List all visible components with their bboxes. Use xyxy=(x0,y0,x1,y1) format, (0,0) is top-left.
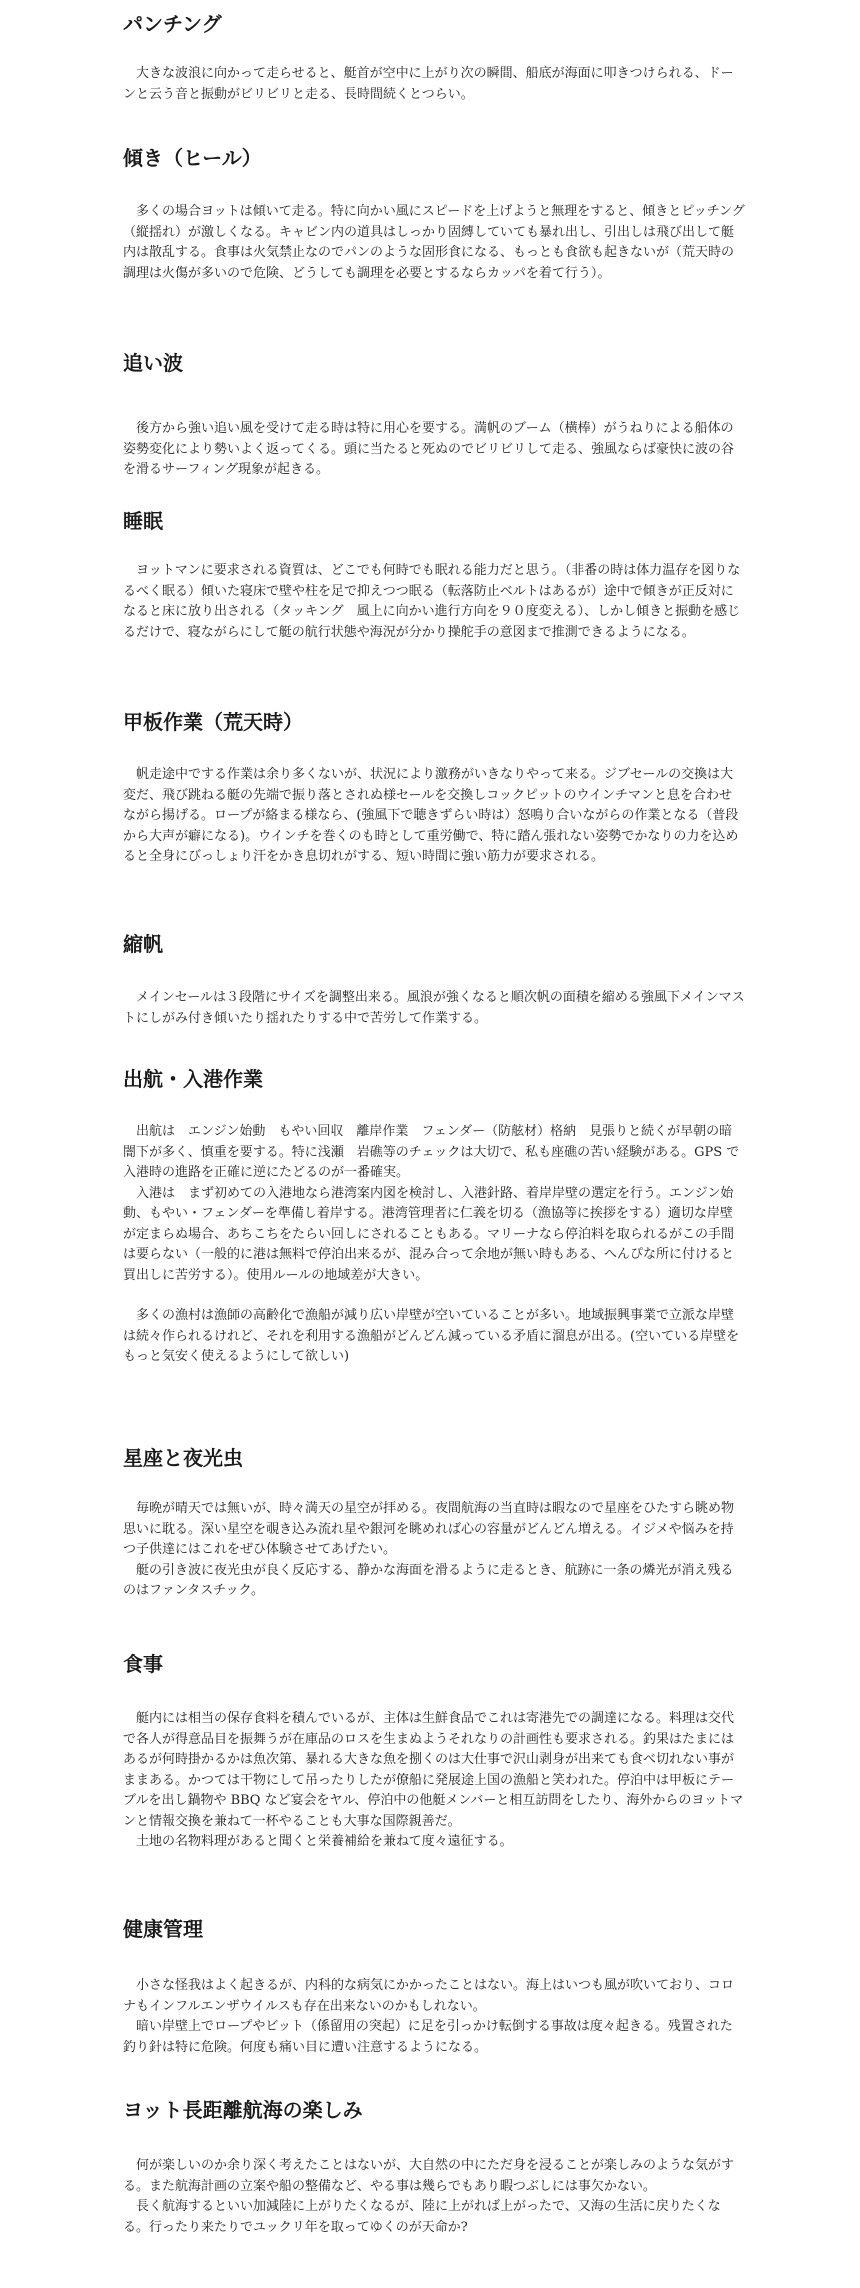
section-heading: ヨット長距離航海の楽しみ xyxy=(123,2098,363,2122)
paragraph: 帆走途中でする作業は余り多くないが、状況により激務がいきなりやって来る。ジブセールの交換は大変だ、飛び跳ねる艇の先端で振り落とされぬ様セールを交換しコックピットのウインチマンと息を合わせながら揚げる。ロープが絡まる様なら、(強風下で聴きずらい時は）怒鳴り合いながらの作業となる（普段から大声が癖になる)。ウインチを巻くのも時として重労働で、特に踏ん張れない姿勢でかなりの力を込めると全身にびっしょり汗をかき息切れがする、短い時間に強い筋力が要求される。 xyxy=(123,767,739,864)
section-heading: 傾き（ヒール） xyxy=(123,146,262,170)
paragraph: メインセールは３段階にサイズを調整出来る。風浪が強くなると順次帆の面積を縮める強風下メインマストにしがみ付き傾いたり揺れたりする中で苦労して作業する。 xyxy=(123,990,745,1026)
paragraph: 入港は まず初めての入港地なら港湾案内図を検討し、入港針路、着岸岸壁の選定を行う。エンジン始動、もやい・フェンダーを準備し着岸する。港湾管理者に仁義を切る（漁協等に挨拶をする）適切な岸壁が定まらぬ場合、あちこちをたらい回しにされることもある。マリーナなら停泊料を取られるがこの手間は要らない（一般的に港は無料で停泊出来るが、混み合って余地が無い時もある、へんぴな所に付けると買出しに苦労する）。使用ルールの地域差が大きい。 xyxy=(123,1185,735,1283)
paragraph: 大きな波浪に向かって走らせると、艇首が空中に上がり次の瞬間、船底が海面に叩きつけられる、ドーンと云う音と振動がビリビリと走る、長時間続くとつらい。 xyxy=(123,66,734,102)
section-body xyxy=(123,1499,745,1602)
paragraph: 出航は エンジン始動 もやい回収 離岸作業 フェンダー（防舷材）格納 見張りと続くが早朝の暗闇下が多く、慎重を要する。特に浅瀬 岩礁等のチェックは大切で、私も座礁の苦い経験がある。GPS で入港時の進路を正確に逆にたどるのが一番確実。 xyxy=(123,1124,740,1180)
section-body xyxy=(123,561,745,643)
section-heading: 睡眠 xyxy=(123,509,163,533)
paragraph: 艇内には相当の保存食料を積んでいるが、主体は生鮮食品でこれは寄港先での調達になる。料理は交代で各人が得意品目を振舞うが在庫品のロスを生まぬようそれなりの計画性も要求される。釣果はたまにはあるが何時掛かるかは魚次第、暴れる大きな魚を捌くのは大仕事で沢山剥身が出来ても食べ切れない事がままある。かつては干物にして吊ったりしたが僚船に発展途上国の漁船と笑われた。停泊中は甲板にテーブルを出し鍋物や BBQ など宴会をヤル、停泊中の他艇メンバーと相互訪問をしたり、海外からのヨットマンと情報交換を兼ねて一杯やることも大事な国際親善だ。 xyxy=(123,1711,744,1829)
section-heading: 甲板作業（荒天時） xyxy=(123,710,303,734)
section-body xyxy=(123,64,745,105)
section-body xyxy=(123,988,745,1029)
section-body xyxy=(123,765,745,868)
section-body xyxy=(123,2156,745,2238)
section-body xyxy=(123,419,745,481)
paragraph: 多くの場合ヨットは傾いて走る。特に向かい風にスピードを上げようと無理をすると、傾きとピッチング（縦揺れ）が激しくなる。キャビン内の道具はしっかり固縛していても暴れ出し、引出しは飛び出して艇内は散乱する。食事は火気禁止なのでパンのような固形食になる、もっとも食欲も起きないが（荒天時の調理は火傷が多いので危険、どうしても調理を必要とするならカッパを着て行う）。 xyxy=(123,204,745,281)
section-body xyxy=(123,1122,745,1368)
paragraph: 後方から強い追い風を受けて走る時は特に用心を要する。満帆のブーム（横棒）がうねりによる船体の姿勢変化により勢いよく返ってくる。頭に当たると死ぬのでビリビリして走る、強風ならば豪快に波の谷を滑るサーフィング現象が起きる。 xyxy=(123,421,735,477)
paragraph: 艇の引き波に夜光虫が良く反応する、静かな海面を滑るように走るとき、航跡に一条の燐光が消え残るのはファンタスチック。 xyxy=(123,1562,734,1598)
section-body xyxy=(123,202,745,284)
paragraph: 多くの漁村は漁師の高齢化で漁船が減り広い岸壁が空いていることが多い。地域振興事業で立派な岸壁は続々作られるけれど、それを利用する漁船がどんどん減っている矛盾に溜息が出る。(空いている岸壁をもっと気安く使えるようにして欲しい) xyxy=(123,1308,740,1364)
section-body xyxy=(123,1976,745,2058)
paragraph: ヨットマンに要求される資質は、どこでも何時でも眠れる能力だと思う。（非番の時は体力温存を図りなるべく眠る）傾いた寝床で壁や柱を足で抑えつつ眠る（転落防止ベルトはあるが）途中で傾きが正反対になると床に放り出される（タッキング 風上に向かい進行方向を９０度変える）、しかし傾きと振動を感じるだけで、寝ながらにして艇の航行状態や海況が分かり操舵手の意図まで推測できるようになる。 xyxy=(123,563,741,640)
section-heading: 追い波 xyxy=(123,351,183,375)
paragraph: 暗い岸壁上でロープやビット（係留用の突起）に足を引っかけ転倒する事故は度々起きる。残置された釣り針は特に危険。何度も痛い目に遭い注意するようになる。 xyxy=(123,2019,733,2055)
section-heading: 健康管理 xyxy=(123,1917,203,1941)
section-heading: パンチング xyxy=(123,12,222,36)
paragraph: 小さな怪我はよく起きるが、内科的な病気にかかったことはない。海上はいつも風が吹いており、コロナもインフルエンザウイルスも存在出来ないのかもしれない。 xyxy=(123,1978,735,2014)
paragraph: 土地の名物料理があると聞くと栄養補給を兼ねて度々遠征する。 xyxy=(136,1834,513,1849)
section-heading: 食事 xyxy=(123,1652,163,1676)
paragraph: 何が楽しいのか余り深く考えたことはないが、大自然の中にただ身を浸ることが楽しみのような気がする。また航海計画の立案や船の整備など、やる事は幾らでもあり暇つぶしには事欠かない。 xyxy=(123,2158,735,2194)
section-heading: 縮帆 xyxy=(123,932,163,956)
section-body xyxy=(123,1709,745,1853)
section-heading: 星座と夜光虫 xyxy=(123,1446,243,1470)
section-heading: 出航・入港作業 xyxy=(123,1067,263,1091)
paragraph: 長く航海するといい加減陸に上がりたくなるが、陸に上がれば上がったで、又海の生活に戻りたくなる。行ったり来たりでユックリ年を取ってゆくのが天命か? xyxy=(123,2199,721,2235)
paragraph: 毎晩が晴天では無いが、時々満天の星空が拝める。夜間航海の当直時は暇なので星座をひたすら眺め物思いに耽る。深い星空を覗き込み流れ星や銀河を眺めれば心の容量がどんどん増える。イジメや悩みを持つ子供達にはこれをぜひ体験させてあげたい。 xyxy=(123,1501,735,1557)
